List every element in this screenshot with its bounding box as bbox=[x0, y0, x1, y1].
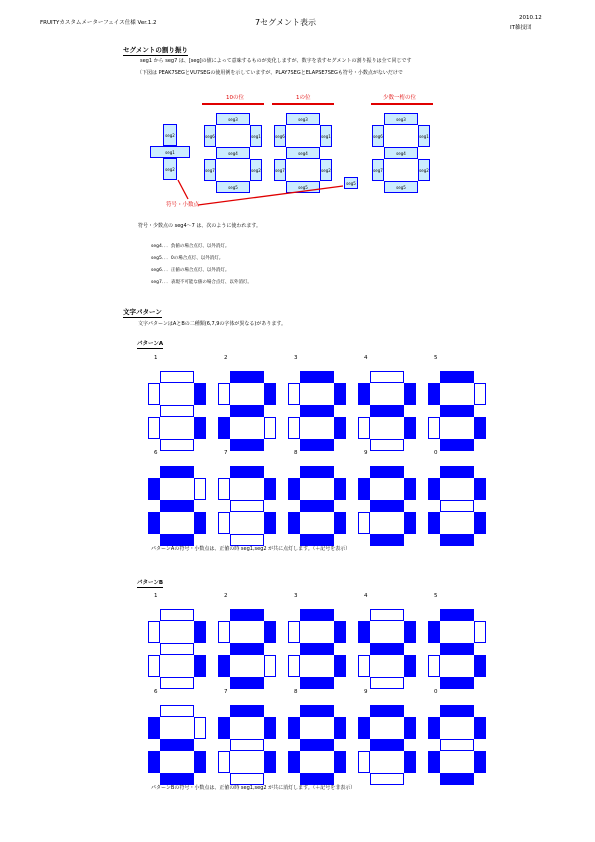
label-decimal-digit: 少数一桁の位 bbox=[383, 95, 417, 101]
ones-seg3-label: seg3 bbox=[298, 116, 308, 122]
pattern-b-digit-8-seg5 bbox=[300, 773, 334, 785]
doc-header-title: FRUITYカスタムメーターフェイス仕様 Ver.1.2 bbox=[40, 20, 157, 26]
doc-date: 2010.12 bbox=[519, 15, 542, 21]
pattern-b-digit-7-seg7 bbox=[218, 751, 230, 773]
pattern-a-digit-3-seg3 bbox=[300, 371, 334, 383]
pattern-a-digit-label-4: 4 bbox=[364, 355, 368, 361]
pattern-a-digit-8-seg7 bbox=[288, 512, 300, 534]
decimal-seg1-label: seg1 bbox=[419, 133, 429, 139]
label-tens-digit: 10の位 bbox=[226, 95, 244, 101]
pattern-a-digit-8-seg3 bbox=[300, 466, 334, 478]
pattern-a-digit-1-seg1 bbox=[194, 383, 206, 405]
label-ones-digit: 1の位 bbox=[296, 95, 311, 101]
pattern-b-digit-5-seg4 bbox=[440, 643, 474, 655]
pattern-a-digit-label-9: 9 bbox=[364, 450, 368, 456]
pattern-b-digit-8-seg4 bbox=[300, 739, 334, 751]
pattern-b-title: パターンB bbox=[137, 580, 164, 586]
tens-seg4-label: seg4 bbox=[228, 150, 238, 156]
decimal-seg6-label: seg6 bbox=[373, 133, 383, 139]
pattern-a-digit-2-seg5 bbox=[230, 439, 264, 451]
section2-intro: 文字パターンはAとBの二種類(6,7,9の字体が異なる)があります。 bbox=[138, 321, 286, 327]
pattern-b-digit-1-seg1 bbox=[194, 621, 206, 643]
pattern-a-digit-2-seg6 bbox=[218, 383, 230, 405]
pattern-a-digit-4-seg1 bbox=[404, 383, 416, 405]
decimal-seg7-label: seg7 bbox=[373, 167, 383, 173]
pattern-b-digit-1-seg7 bbox=[148, 655, 160, 677]
tens-seg1-label: seg1 bbox=[251, 133, 261, 139]
pattern-a-digit-0-seg3 bbox=[440, 466, 474, 478]
pattern-b-digit-0-seg2 bbox=[474, 751, 486, 773]
pattern-a-digit-3-seg1 bbox=[334, 383, 346, 405]
pattern-b-digit-1-seg4 bbox=[160, 643, 194, 655]
pattern-b-digit-9-seg2 bbox=[404, 751, 416, 773]
pattern-b-digit-4-seg6 bbox=[358, 621, 370, 643]
pattern-a-digit-7-seg1 bbox=[264, 478, 276, 500]
pattern-a-digit-3-seg2 bbox=[334, 417, 346, 439]
pattern-a-digit-5-seg7 bbox=[428, 417, 440, 439]
pattern-a-digit-5-seg2 bbox=[474, 417, 486, 439]
pattern-a-digit-label-0: 0 bbox=[434, 450, 438, 456]
pattern-a-digit-label-5: 5 bbox=[434, 355, 438, 361]
decimal-seg3-label: seg3 bbox=[396, 116, 406, 122]
pattern-a-digit-label-6: 6 bbox=[154, 450, 158, 456]
pattern-a-digit-label-1: 1 bbox=[154, 355, 158, 361]
label-sign-decimal-point: 符号・小数点 bbox=[166, 202, 200, 208]
pattern-b-digit-0-seg4 bbox=[440, 739, 474, 751]
pattern-a-digit-3-seg7 bbox=[288, 417, 300, 439]
pattern-a-digit-9-seg3 bbox=[370, 466, 404, 478]
pattern-a-digit-6-seg2 bbox=[194, 512, 206, 534]
pattern-b-digit-3-seg4 bbox=[300, 643, 334, 655]
pattern-b-digit-4-seg3 bbox=[370, 609, 404, 621]
pattern-a-digit-3-seg4 bbox=[300, 405, 334, 417]
pattern-b-digit-7-seg1 bbox=[264, 717, 276, 739]
decimal-seg4-label: seg4 bbox=[396, 150, 406, 156]
pattern-b-digit-5-seg6 bbox=[428, 621, 440, 643]
pattern-a-digit-5-seg3 bbox=[440, 371, 474, 383]
pattern-b-digit-4-seg7 bbox=[358, 655, 370, 677]
pattern-a-digit-4-seg7 bbox=[358, 417, 370, 439]
section1-text-line2: （下図は PEAK7SEGとVU7SEGの使用例を示していますが、PLAY7SEGとELAPSE7SEGも符号・小数点がないだけで bbox=[137, 70, 403, 76]
pattern-b-digit-2-seg5 bbox=[230, 677, 264, 689]
decimal-seg5-label: seg5 bbox=[396, 184, 406, 190]
pattern-a-digit-0-seg1 bbox=[474, 478, 486, 500]
pattern-b-digit-2-seg4 bbox=[230, 643, 264, 655]
pattern-b-digit-3-seg7 bbox=[288, 655, 300, 677]
pattern-a-digit-3-seg5 bbox=[300, 439, 334, 451]
pattern-a-digit-0-seg2 bbox=[474, 512, 486, 534]
pattern-b-digit-1-seg6 bbox=[148, 621, 160, 643]
pattern-b-digit-6-seg4 bbox=[160, 739, 194, 751]
pattern-a-digit-1-seg7 bbox=[148, 417, 160, 439]
pattern-b-digit-5-seg2 bbox=[474, 655, 486, 677]
pattern-b-digit-label-0: 0 bbox=[434, 689, 438, 695]
pattern-a-digit-label-7: 7 bbox=[224, 450, 228, 456]
pattern-a-digit-1-seg3 bbox=[160, 371, 194, 383]
pattern-b-digit-6-seg2 bbox=[194, 751, 206, 773]
pattern-b-digit-label-4: 4 bbox=[364, 593, 368, 599]
pattern-b-digit-0-seg1 bbox=[474, 717, 486, 739]
pattern-b-digit-8-seg1 bbox=[334, 717, 346, 739]
pattern-a-digit-9-seg4 bbox=[370, 500, 404, 512]
pattern-a-digit-7-seg4 bbox=[230, 500, 264, 512]
pattern-a-digit-4-seg2 bbox=[404, 417, 416, 439]
tens-seg5-label: seg5 bbox=[228, 184, 238, 190]
pattern-a-digit-7-seg2 bbox=[264, 512, 276, 534]
pattern-a-digit-9-seg7 bbox=[358, 512, 370, 534]
pattern-b-digit-6-seg3 bbox=[160, 705, 194, 717]
pattern-b-digit-9-seg4 bbox=[370, 739, 404, 751]
pattern-b-digit-9-seg5 bbox=[370, 773, 404, 785]
pattern-b-digit-5-seg7 bbox=[428, 655, 440, 677]
pattern-b-digit-6-seg6 bbox=[148, 717, 160, 739]
pattern-b-digit-5-seg5 bbox=[440, 677, 474, 689]
usage-seg4: seg4．．．負値の場合点灯、以外消灯。 bbox=[151, 244, 230, 249]
pattern-a-digit-5-seg6 bbox=[428, 383, 440, 405]
pattern-a-digit-9-seg6 bbox=[358, 478, 370, 500]
pattern-b-digit-8-seg7 bbox=[288, 751, 300, 773]
pattern-b-digit-3-seg1 bbox=[334, 621, 346, 643]
tens-seg3-label: seg3 bbox=[228, 116, 238, 122]
pattern-b-digit-0-seg5 bbox=[440, 773, 474, 785]
pattern-b-digit-1-seg5 bbox=[160, 677, 194, 689]
tens-seg6-label: seg6 bbox=[205, 133, 215, 139]
sign-seg2-lower-label: seg2 bbox=[165, 166, 175, 172]
pattern-a-digit-3-seg6 bbox=[288, 383, 300, 405]
doc-author: IT雑技団 bbox=[510, 25, 532, 31]
pattern-a-digit-label-2: 2 bbox=[224, 355, 228, 361]
pattern-b-digit-1-seg3 bbox=[160, 609, 194, 621]
pattern-a-digit-2-seg4 bbox=[230, 405, 264, 417]
ones-seg6-label: seg6 bbox=[275, 133, 285, 139]
section-heading-char-patterns: 文字パターン bbox=[123, 308, 162, 316]
pattern-a-digit-2-seg3 bbox=[230, 371, 264, 383]
pattern-a-digit-8-seg4 bbox=[300, 500, 334, 512]
pattern-a-digit-7-seg6 bbox=[218, 478, 230, 500]
pattern-a-digit-2-seg2 bbox=[264, 417, 276, 439]
pattern-b-digit-3-seg2 bbox=[334, 655, 346, 677]
pattern-a-digit-7-seg5 bbox=[230, 534, 264, 546]
usage-seg7: seg7．．．表現不可能な値の場合点灯、以外消灯。 bbox=[151, 280, 252, 285]
ones-seg7-label: seg7 bbox=[275, 167, 285, 173]
pattern-b-digit-9-seg3 bbox=[370, 705, 404, 717]
pattern-b-note: パターンBの符号・小数点は、正値の時 seg1,seg2 が共に消灯します。（＋記号を非表示） bbox=[151, 785, 356, 791]
pattern-a-digit-6-seg4 bbox=[160, 500, 194, 512]
pattern-a-digit-label-8: 8 bbox=[294, 450, 298, 456]
pattern-b-digit-label-7: 7 bbox=[224, 689, 228, 695]
pattern-b-digit-9-seg7 bbox=[358, 751, 370, 773]
pattern-b-digit-2-seg3 bbox=[230, 609, 264, 621]
pattern-b-digit-7-seg3 bbox=[230, 705, 264, 717]
decimal-seg2-label: seg2 bbox=[419, 167, 429, 173]
pattern-a-digit-8-seg6 bbox=[288, 478, 300, 500]
ones-seg5-label: seg5 bbox=[298, 184, 308, 190]
pattern-a-digit-6-seg5 bbox=[160, 534, 194, 546]
pattern-a-digit-6-seg7 bbox=[148, 512, 160, 534]
pattern-b-digit-3-seg6 bbox=[288, 621, 300, 643]
pattern-a-digit-5-seg5 bbox=[440, 439, 474, 451]
pattern-a-digit-9-seg5 bbox=[370, 534, 404, 546]
pattern-a-digit-4-seg4 bbox=[370, 405, 404, 417]
pattern-b-digit-label-1: 1 bbox=[154, 593, 158, 599]
pattern-a-digit-4-seg6 bbox=[358, 383, 370, 405]
pattern-a-digit-1-seg6 bbox=[148, 383, 160, 405]
pattern-b-digit-3-seg5 bbox=[300, 677, 334, 689]
ones-seg4-label: seg4 bbox=[298, 150, 308, 156]
pattern-b-digit-label-5: 5 bbox=[434, 593, 438, 599]
page-title: 7セグメント表示 bbox=[255, 18, 317, 27]
pattern-a-digit-9-seg1 bbox=[404, 478, 416, 500]
pattern-b-digit-0-seg7 bbox=[428, 751, 440, 773]
pattern-a-digit-0-seg5 bbox=[440, 534, 474, 546]
pattern-b-digit-7-seg5 bbox=[230, 773, 264, 785]
pattern-a-digit-1-seg5 bbox=[160, 439, 194, 451]
pattern-b-digit-label-6: 6 bbox=[154, 689, 158, 695]
usage-seg5: seg5．．．0の場合点灯、以外消灯。 bbox=[151, 256, 224, 261]
pattern-a-digit-6-seg3 bbox=[160, 466, 194, 478]
pattern-b-digit-9-seg1 bbox=[404, 717, 416, 739]
pattern-b-digit-6-seg5 bbox=[160, 773, 194, 785]
pattern-b-digit-5-seg1 bbox=[474, 621, 486, 643]
pattern-a-digit-6-seg1 bbox=[194, 478, 206, 500]
pattern-a-digit-8-seg5 bbox=[300, 534, 334, 546]
pattern-b-digit-4-seg2 bbox=[404, 655, 416, 677]
tens-seg7-label: seg7 bbox=[205, 167, 215, 173]
pattern-b-digit-3-seg3 bbox=[300, 609, 334, 621]
pattern-b-digit-8-seg6 bbox=[288, 717, 300, 739]
sign-seg1-label: seg1 bbox=[165, 149, 175, 155]
pattern-b-digit-2-seg2 bbox=[264, 655, 276, 677]
pattern-a-digit-7-seg3 bbox=[230, 466, 264, 478]
ones-seg2-label: seg2 bbox=[321, 167, 331, 173]
pattern-a-note: パターンAの符号・小数点は、正値の時 seg1,seg2 が共に点灯します。（＋記号を表示） bbox=[151, 546, 351, 552]
pattern-b-digit-0-seg3 bbox=[440, 705, 474, 717]
pattern-b-digit-5-seg3 bbox=[440, 609, 474, 621]
sign-seg2-label: seg2 bbox=[165, 132, 175, 138]
pattern-b-digit-4-seg1 bbox=[404, 621, 416, 643]
pattern-b-digit-label-9: 9 bbox=[364, 689, 368, 695]
pattern-b-digit-6-seg1 bbox=[194, 717, 206, 739]
pattern-b-digit-7-seg2 bbox=[264, 751, 276, 773]
pattern-a-digit-5-seg4 bbox=[440, 405, 474, 417]
pattern-b-digit-9-seg6 bbox=[358, 717, 370, 739]
pattern-b-digit-6-seg7 bbox=[148, 751, 160, 773]
pattern-a-digit-8-seg2 bbox=[334, 512, 346, 534]
pattern-b-digit-label-3: 3 bbox=[294, 593, 298, 599]
section-heading-segment-assignment: セグメントの割り振り bbox=[123, 46, 188, 54]
pattern-a-title: パターンA bbox=[137, 341, 164, 347]
pattern-a-digit-9-seg2 bbox=[404, 512, 416, 534]
pattern-b-digit-0-seg6 bbox=[428, 717, 440, 739]
pattern-a-digit-label-3: 3 bbox=[294, 355, 298, 361]
usage-intro: 符号・少数点の seg4～7 は、次のように使われます。 bbox=[138, 223, 261, 229]
pattern-a-digit-1-seg4 bbox=[160, 405, 194, 417]
pattern-a-digit-2-seg1 bbox=[264, 383, 276, 405]
pattern-a-digit-6-seg6 bbox=[148, 478, 160, 500]
pattern-b-digit-8-seg3 bbox=[300, 705, 334, 717]
pattern-b-digit-4-seg5 bbox=[370, 677, 404, 689]
pattern-a-digit-8-seg1 bbox=[334, 478, 346, 500]
pattern-a-digit-7-seg7 bbox=[218, 512, 230, 534]
pattern-a-digit-0-seg7 bbox=[428, 512, 440, 534]
decimal-point-seg5-label: seg5 bbox=[346, 180, 356, 186]
pattern-b-digit-label-8: 8 bbox=[294, 689, 298, 695]
pattern-b-digit-2-seg1 bbox=[264, 621, 276, 643]
pattern-b-digit-label-2: 2 bbox=[224, 593, 228, 599]
pattern-a-digit-1-seg2 bbox=[194, 417, 206, 439]
ones-seg1-label: seg1 bbox=[321, 133, 331, 139]
usage-seg6: seg6．．．正値の場合点灯、以外消灯。 bbox=[151, 268, 230, 273]
pattern-b-digit-7-seg6 bbox=[218, 717, 230, 739]
section1-text-line1: seg1 から seg7 は、[seg]の値によって意味するものが変化しますが、数字を表すセグメントの割り振りは全て同じです bbox=[140, 58, 412, 64]
pattern-a-digit-4-seg5 bbox=[370, 439, 404, 451]
pattern-b-digit-8-seg2 bbox=[334, 751, 346, 773]
pattern-b-digit-4-seg4 bbox=[370, 643, 404, 655]
pattern-b-digit-1-seg2 bbox=[194, 655, 206, 677]
pattern-b-digit-2-seg6 bbox=[218, 621, 230, 643]
pattern-a-digit-2-seg7 bbox=[218, 417, 230, 439]
pattern-a-digit-5-seg1 bbox=[474, 383, 486, 405]
pattern-a-digit-4-seg3 bbox=[370, 371, 404, 383]
pattern-a-digit-0-seg4 bbox=[440, 500, 474, 512]
tens-seg2-label: seg2 bbox=[251, 167, 261, 173]
pattern-b-digit-7-seg4 bbox=[230, 739, 264, 751]
pattern-b-digit-2-seg7 bbox=[218, 655, 230, 677]
pattern-a-digit-0-seg6 bbox=[428, 478, 440, 500]
